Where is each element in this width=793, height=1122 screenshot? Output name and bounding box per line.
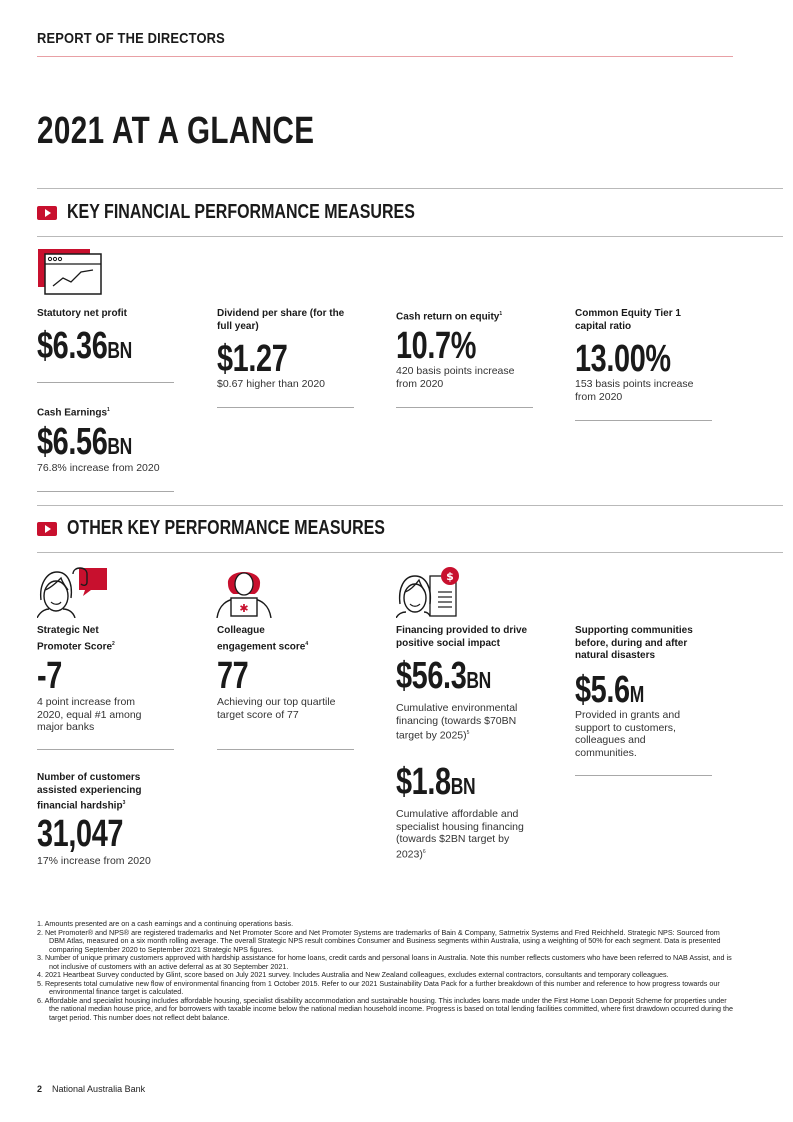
communities-label: Supporting communities before, during and after natural disasters: [575, 625, 693, 661]
page-footer: [37, 1084, 145, 1094]
footnote: 6. Affordable and specialist housing includes affordable housing, specialist disability accommodation and sustainable housing. This includes loans made under the First Home Loan Deposit Scheme for properties under the national median house price, and for borrowers with taxable income below the national median household income. Progress is based on total lending facilities committed, where first drawdown occurred during the target period. This number does not reflect debt balance.: [37, 995, 733, 1022]
colleague-laptop-icon: [216, 564, 274, 618]
section-rule-top: [37, 188, 783, 189]
svg-text:✱: ✱: [239, 602, 249, 615]
nps-label: Strategic Net Promoter Score$^2$: [37, 625, 115, 652]
roe-desc: 420 basis points increase from 2020: [396, 365, 515, 390]
net-profit-value: $6.36BN: [37, 325, 132, 367]
roe-label: Cash return on equity$^1$: [396, 311, 503, 323]
footnotes: [37, 920, 733, 1022]
financing-label: Financing provided to drive positive social impact: [396, 625, 528, 649]
environmental-financing-desc: Cumulative environmental financing (towards $70BN target by 2025)$^5$: [396, 702, 518, 742]
page-title: 2021 AT A GLANCE: [37, 110, 315, 152]
dividend-desc: $0.67 higher than 2020: [217, 378, 326, 390]
footnote: 4. 2021 Heartbeat Survey conducted by Glint, score based on July 2021 survey. Includes Australia and New Zealand colleagues, excludes external contractors, consultants and temporary colleagues.: [37, 970, 669, 979]
customer-chat-icon: [37, 564, 109, 618]
play-icon: [37, 522, 57, 536]
play-icon: [37, 206, 57, 220]
header-rule: [37, 56, 733, 57]
section-title-financial: KEY FINANCIAL PERFORMANCE MEASURES: [67, 201, 415, 223]
section-rule-bottom: [37, 552, 783, 553]
divider: [575, 420, 712, 421]
nps-value: -7: [37, 655, 62, 697]
cet1-value: 13.00%: [575, 338, 671, 380]
cash-earnings-desc: 76.8% increase from 2020: [37, 462, 160, 474]
engagement-desc: Achieving our top quartile target score of 77: [217, 696, 336, 721]
divider: [217, 749, 354, 750]
hardship-desc: 17% increase from 2020: [37, 855, 151, 867]
communities-value: $5.6M: [575, 669, 644, 711]
divider: [37, 749, 174, 750]
net-profit-label: Statutory net profit: [37, 308, 127, 319]
footnote: 3. Number of unique primary customers approved with hardship assistance for home loans, credit cards and personal loans in Australia. Note this number reflects customers who have been referred to NAB Assist, and is not inclusive of customers with an active deferral as at 30 September 2021.: [37, 953, 732, 971]
hardship-label: Number of customers assisted experiencing financial hardship$^3$: [37, 772, 142, 812]
cet1-label: Common Equity Tier 1 capital ratio: [575, 308, 681, 332]
divider: [217, 407, 354, 408]
chart-monitor-icon: [37, 248, 107, 300]
footnote: 2. Net Promoter® and NPS® are registered trademarks and Net Promoter Score and Net Promoter Systems are trademarks of Bain & Company, Satmetrix Systems and Fred Reichheld. Strategic NPS: Sourced from DBM Atlas, measured on a six month rolling average. The overall Strategic NPS result combines Consumer and Business segments within Australia, using a weighting of 50% for each segment. Data is presented comparing September 2020 to September 2021 Strategic NPS figures.: [37, 927, 721, 954]
engagement-value: 77: [217, 655, 249, 697]
page-number: 2: [37, 1084, 43, 1094]
report-section-header: REPORT OF THE DIRECTORS: [37, 30, 225, 47]
section-rule-top: [37, 505, 783, 506]
hardship-value: 31,047: [37, 813, 124, 855]
divider: [396, 407, 533, 408]
divider: [37, 382, 174, 383]
cet1-desc: 153 basis points increase from 2020: [575, 378, 694, 403]
cash-earnings-value: $6.56BN: [37, 421, 132, 463]
communities-desc: Provided in grants and support to customers, colleagues and communities.: [575, 709, 681, 759]
environmental-financing-value: $56.3BN: [396, 655, 491, 697]
section-title-other: OTHER KEY PERFORMANCE MEASURES: [67, 517, 385, 539]
housing-financing-desc: Cumulative affordable and specialist housing financing (towards $2BN target by 2023)$^6$: [396, 808, 524, 860]
housing-financing-value: $1.8BN: [396, 761, 476, 803]
dividend-value: $1.27: [217, 338, 288, 380]
divider: [37, 491, 174, 492]
footnote: 1. Amounts presented are on a cash earnings and a continuing operations basis.: [37, 919, 294, 928]
dividend-label: Dividend per share (for the full year): [217, 308, 345, 332]
company-name: National Australia Bank: [52, 1084, 146, 1094]
financing-document-icon: [396, 564, 460, 618]
section-rule-bottom: [37, 236, 783, 237]
engagement-label: Colleague engagement score$^4$: [217, 625, 309, 652]
divider: [575, 775, 712, 776]
cash-earnings-label: Cash Earnings$^1$: [37, 407, 110, 419]
roe-value: 10.7%: [396, 325, 476, 367]
nps-desc: 4 point increase from 2020, equal #1 among major banks: [37, 696, 142, 733]
svg-text:$: $: [446, 570, 454, 583]
footnote: 5. Represents total cumulative new flow of environmental financing from 1 October 2015. Refer to our 2021 Sustainability Data Pack for a further breakdown of this number and reference to how progress towards our environmental finance target is calculated.: [37, 978, 720, 996]
